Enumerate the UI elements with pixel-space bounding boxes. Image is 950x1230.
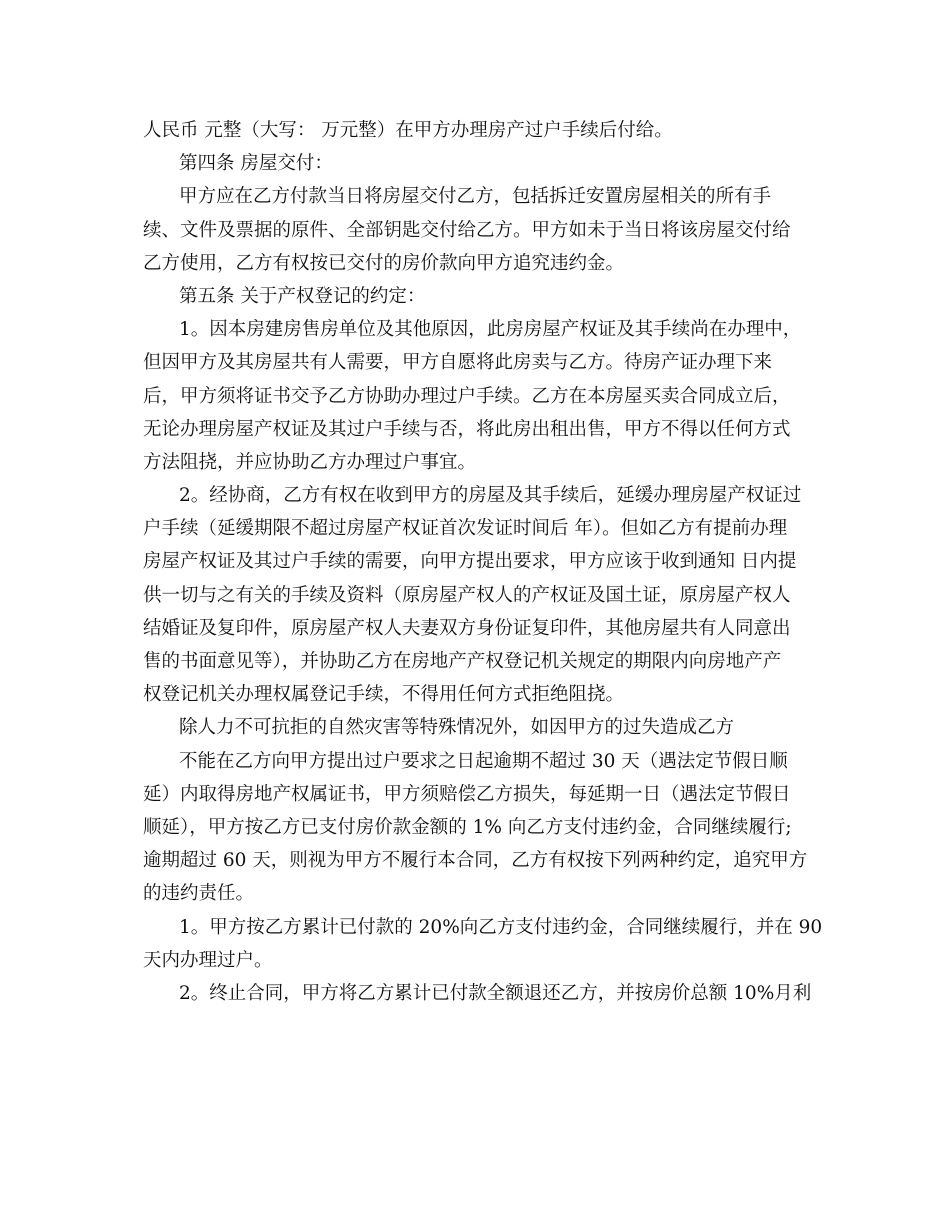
text-line: 售的书面意见等），并协助乙方在房地产产权登记机关规定的期限内向房地产产 — [143, 651, 782, 672]
article-4-heading: 第四条 房屋交付： — [179, 153, 333, 175]
text-line: 无论办理房屋产权证及其过户手续与否，将此房出租出售，甲方不得以任何方式 — [143, 418, 791, 440]
text-line: 1。因本房建房售房单位及其他原因，此房房屋产权证及其手续尚在办理中， — [179, 319, 802, 341]
text-line: 逾期超过 60 天，则视为甲方不履行本合同，乙方有权按下列两种约定，追究甲方 — [143, 850, 808, 872]
text-line: 乙方使用，乙方有权按已交付的房价款向甲方追究违约金。 — [143, 252, 625, 274]
text-line: 房屋产权证及其过户手续的需要，向甲方提出要求，甲方应该于收到通知 日内提 — [143, 551, 797, 573]
text-line: 甲方应在乙方付款当日将房屋交付乙方，包括拆迁安置房屋相关的所有手 — [179, 186, 772, 208]
text-line: 后，甲方须将证书交予乙方协助办理过户手续。乙方在本房屋买卖合同成立后， — [143, 385, 791, 407]
contract-text — [143, 114, 823, 1010]
text-line: 延）内取得房地产权属证书，甲方须赔偿乙方损失，每延期一日（遇法定节假日 — [143, 783, 791, 805]
text-line: 顺延），甲方按乙方已支付房价款金额的 1% 向乙方支付违约金，合同继续履行; — [143, 816, 792, 838]
article-5-heading: 第五条 关于产权登记的约定： — [179, 285, 426, 307]
text-line: 续、文件及票据的原件、全部钥匙交付给乙方。甲方如未于当日将该房屋交付给 — [143, 219, 791, 241]
text-line: 不能在乙方向甲方提出过户要求之日起逾期不超过 30 天（遇法定节假日顺 — [179, 750, 788, 772]
text-line: 2。经协商，乙方有权在收到甲方的房屋及其手续后，延缓办理房屋产权证过 — [179, 485, 802, 507]
text-line: 供一切与之有关的手续及资料（原房屋产权人的产权证及国土证，原房屋产权人 — [143, 584, 791, 606]
text-line: 方法阻挠，并应协助乙方办理过户事宜。 — [143, 451, 477, 473]
text-line: 2。终止合同，甲方将乙方累计已付款全额退还乙方，并按房价总额 10%月利 — [179, 982, 812, 1004]
text-line: 结婚证及复印件，原房屋产权人夫妻双方身份证复印件，其他房屋共有人同意出 — [143, 617, 791, 639]
text-line: 天内办理过户。 — [143, 949, 273, 971]
text-line: 权登记机关办理权属登记手续，不得用任何方式拒绝阻挠。 — [143, 684, 625, 706]
text-line: 但因甲方及其房屋共有人需要，甲方自愿将此房卖与乙方。待房产证办理下来 — [143, 352, 773, 374]
text-line: 户手续（延缓期限不超过房屋产权证首次发证时间后 年）。但如乙方有提前办理 — [143, 518, 788, 540]
text-line: 的违约责任。 — [143, 883, 255, 905]
text-line: 除人力不可抗拒的自然灾害等特殊情况外，如因甲方的过失造成乙方 — [179, 717, 735, 739]
text-line: 1。甲方按乙方累计已付款的 20%向乙方支付违约金，合同继续履行，并在 90 — [179, 916, 823, 938]
text-line-payment-clause: 人民币 元整（大写： 万元整）在甲方办理房产过户手续后付给。 — [143, 120, 673, 141]
